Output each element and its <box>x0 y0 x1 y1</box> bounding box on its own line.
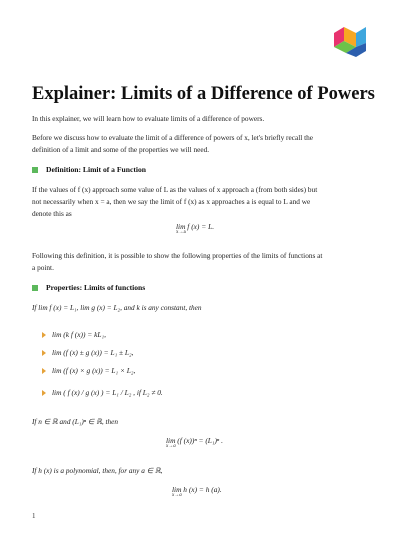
property-bullet-text: lim (f (x) ± g (x)) = L₁ ± L₂, <box>52 348 134 357</box>
polynomial-intro: If h (x) is a polynomial, then, for any a ∈ ℝ, <box>32 466 163 475</box>
bullet-triangle-icon <box>42 368 46 374</box>
properties-heading-text: Properties: Limits of functions <box>46 283 146 292</box>
bullet-triangle-icon <box>42 390 46 396</box>
property-bullet-1 <box>42 330 106 339</box>
definition-equation <box>176 222 215 235</box>
page-number: 1 <box>32 512 36 520</box>
definition-equation-subscript: x→a <box>176 230 186 235</box>
properties-intro: If lim f (x) = L₁, lim g (x) = L₂, and k is any constant, then <box>32 303 202 312</box>
property-bullet-text: lim (k f (x)) = kL₁, <box>52 330 106 339</box>
page-title: Explainer: Limits of a Difference of Powers <box>32 84 375 104</box>
green-square-icon <box>32 167 38 173</box>
polynomial-equation-subscript: x→a <box>172 493 182 498</box>
intro-paragraph-2-line-2: definition of a limit and some of the properties we will need. <box>32 145 210 154</box>
property-bullet-2 <box>42 348 133 357</box>
definition-line-1: If the values of f (x) approach some value of L as the values of x approach a (from both sides) but <box>32 185 318 194</box>
definition-heading-text: Definition: Limit of a Function <box>46 165 146 174</box>
polynomial-equation <box>172 485 222 498</box>
definition-line-3: denote this as <box>32 209 72 218</box>
intro-paragraph-2-line-1: Before we discuss how to evaluate the limit of a difference of powers of x, let's briefly recall the <box>32 133 313 142</box>
power-equation-text: lim (f (x))ⁿ = (L₁)ⁿ . <box>166 436 223 445</box>
following-line-2: a point. <box>32 263 54 272</box>
properties-heading <box>32 283 145 292</box>
definition-line-2: not necessarily when x = a, then we say the limit of f (x) as x approaches a is equal to L and we <box>32 197 311 206</box>
power-equation <box>166 436 223 449</box>
definition-heading <box>32 165 146 174</box>
power-intro: If n ∈ ℝ and (L₁)ⁿ ∈ ℝ, then <box>32 417 119 426</box>
bullet-triangle-icon <box>42 350 46 356</box>
property-bullet-4 <box>42 388 163 397</box>
property-bullet-text: lim ( f (x) / g (x) ) = L₁ / L₂ , if L₂ ≠ 0. <box>52 388 163 397</box>
nagwa-logo-icon <box>334 27 366 57</box>
property-bullet-text: lim (f (x) × g (x)) = L₁ × L₂, <box>52 366 136 375</box>
following-line-1: Following this definition, it is possible to show the following properties of the limits of functions at <box>32 251 323 260</box>
bullet-triangle-icon <box>42 332 46 338</box>
polynomial-equation-text: lim h (x) = h (a). <box>172 485 222 494</box>
definition-equation-text: lim f (x) = L. <box>176 222 215 231</box>
green-square-icon <box>32 285 38 291</box>
property-bullet-3 <box>42 366 135 375</box>
intro-paragraph-1: In this explainer, we will learn how to evaluate limits of a difference of powers. <box>32 114 265 123</box>
power-equation-subscript: x→a <box>166 444 176 449</box>
